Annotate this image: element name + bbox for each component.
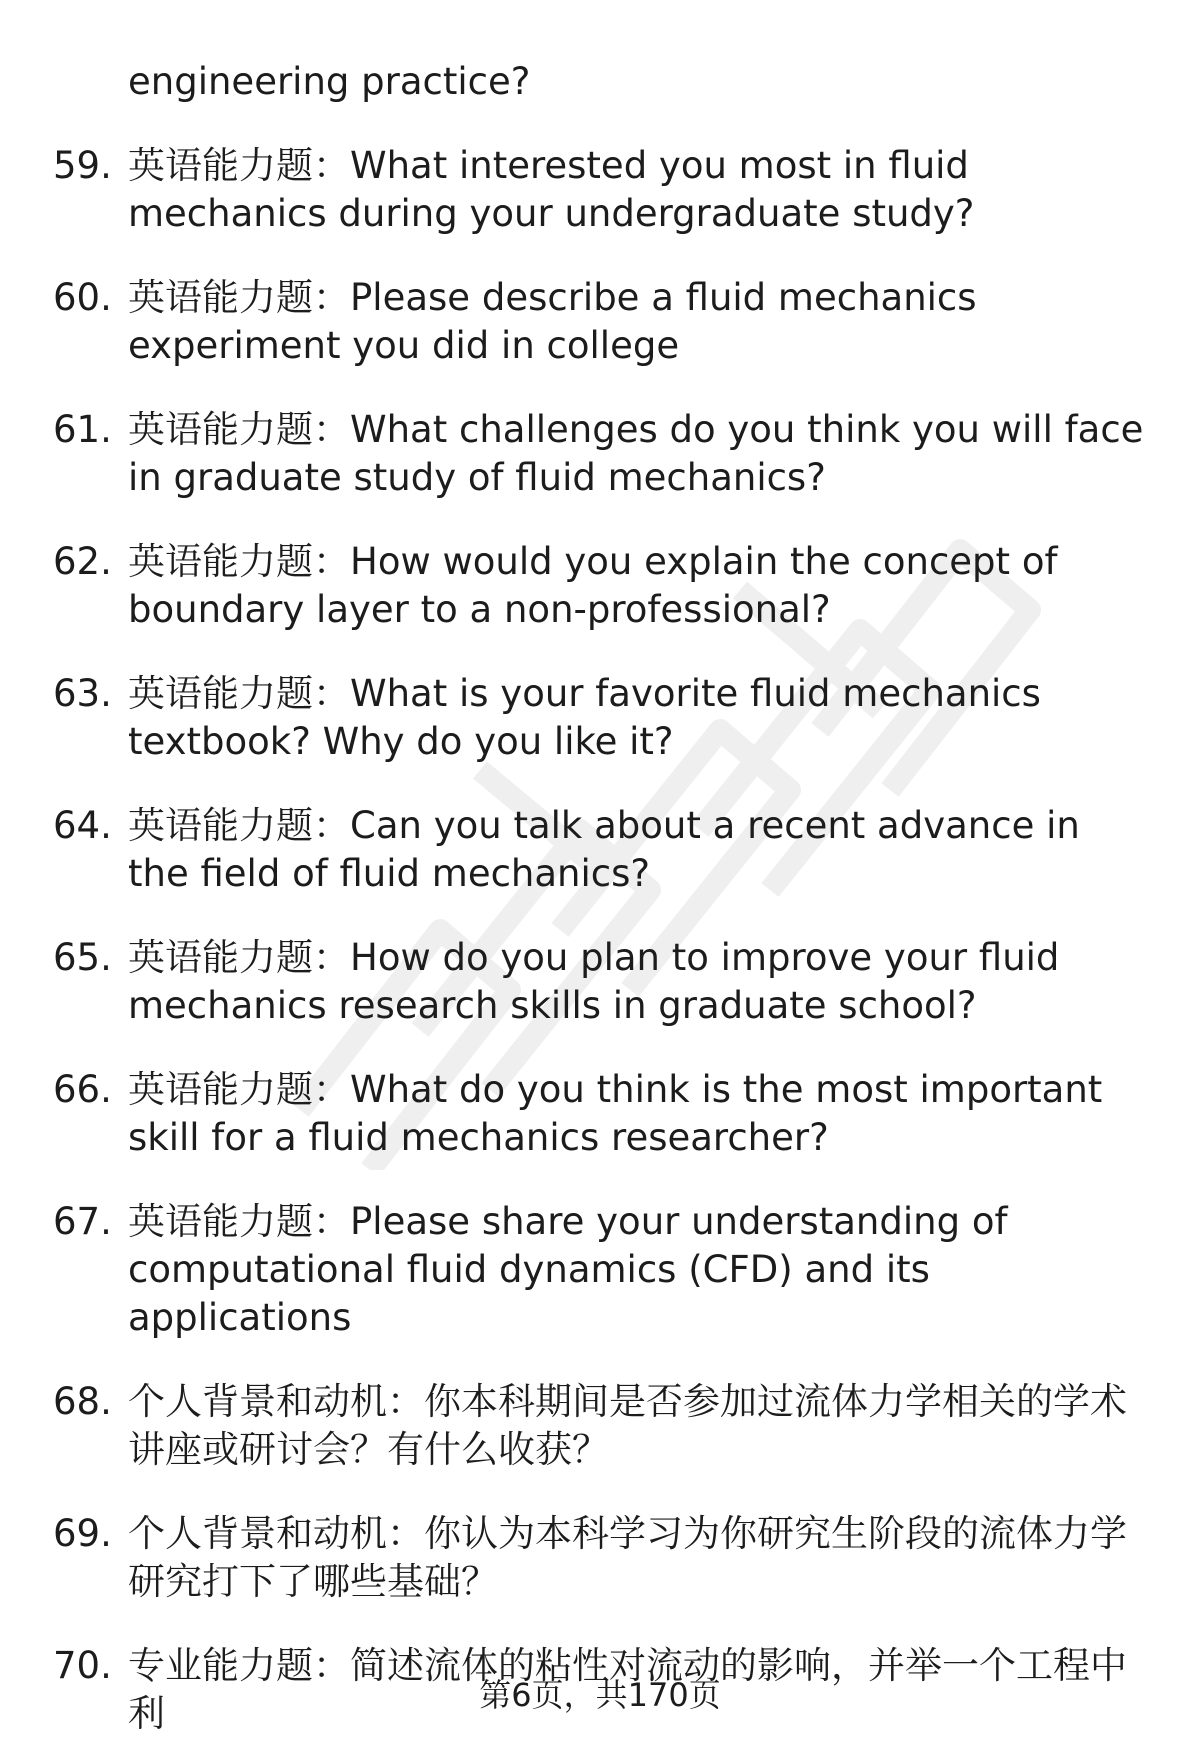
question-number: 62. — [53, 540, 112, 583]
list-item — [0, 538, 1200, 634]
question-text: 英语能力题：What interested you most in fluid mechanics during your undergraduate study? — [128, 144, 975, 235]
list-item — [0, 1510, 1200, 1606]
list-item — [0, 58, 1200, 106]
question-text: engineering practice? — [128, 60, 531, 103]
question-text: 英语能力题：Please share your understanding of computational fluid dynamics (CFD) and its applications — [128, 1200, 1008, 1339]
list-item — [0, 1066, 1200, 1162]
page-footer: 第6页，共170页 — [479, 1676, 721, 1714]
question-number: 70. — [53, 1644, 112, 1687]
list-item — [0, 670, 1200, 766]
question-text: 英语能力题：Can you talk about a recent advance in the field of fluid mechanics? — [128, 804, 1080, 895]
question-number: 60. — [53, 276, 112, 319]
question-text: 英语能力题：What do you think is the most important skill for a fluid mechanics researcher? — [128, 1068, 1103, 1159]
list-item — [0, 1378, 1200, 1474]
question-text: 个人背景和动机：你本科期间是否参加过流体力学相关的学术讲座或研讨会？有什么收获？ — [128, 1380, 1127, 1471]
list-item — [0, 274, 1200, 370]
question-number: 61. — [53, 408, 112, 451]
question-number: 59. — [53, 144, 112, 187]
question-text: 英语能力题：Please describe a fluid mechanics experiment you did in college — [128, 276, 977, 367]
question-number: 68. — [53, 1380, 112, 1423]
list-item — [0, 934, 1200, 1030]
question-number: 65. — [53, 936, 112, 979]
question-text: 个人背景和动机：你认为本科学习为你研究生阶段的流体力学研究打下了哪些基础？ — [128, 1512, 1127, 1603]
question-text: 英语能力题：What is your favorite fluid mechanics textbook? Why do you like it? — [128, 672, 1041, 763]
question-number: 66. — [53, 1068, 112, 1111]
question-text: 英语能力题：What challenges do you think you will face in graduate study of fluid mechanics? — [128, 408, 1144, 499]
list-item — [0, 1198, 1200, 1342]
question-number: 69. — [53, 1512, 112, 1555]
question-number: 64. — [53, 804, 112, 847]
question-text: 英语能力题：How would you explain the concept of boundary layer to a non-professional? — [128, 540, 1058, 631]
question-text: 英语能力题：How do you plan to improve your fluid mechanics research skills in graduate school? — [128, 936, 1060, 1027]
question-text: 专业能力题：简述流体的粘性对流动的影响，并举一个工程中利 — [128, 1644, 1127, 1735]
question-number: 67. — [53, 1200, 112, 1243]
list-item — [0, 802, 1200, 898]
list-item — [0, 406, 1200, 502]
question-list — [0, 58, 1200, 1755]
question-number: 63. — [53, 672, 112, 715]
list-item — [0, 142, 1200, 238]
